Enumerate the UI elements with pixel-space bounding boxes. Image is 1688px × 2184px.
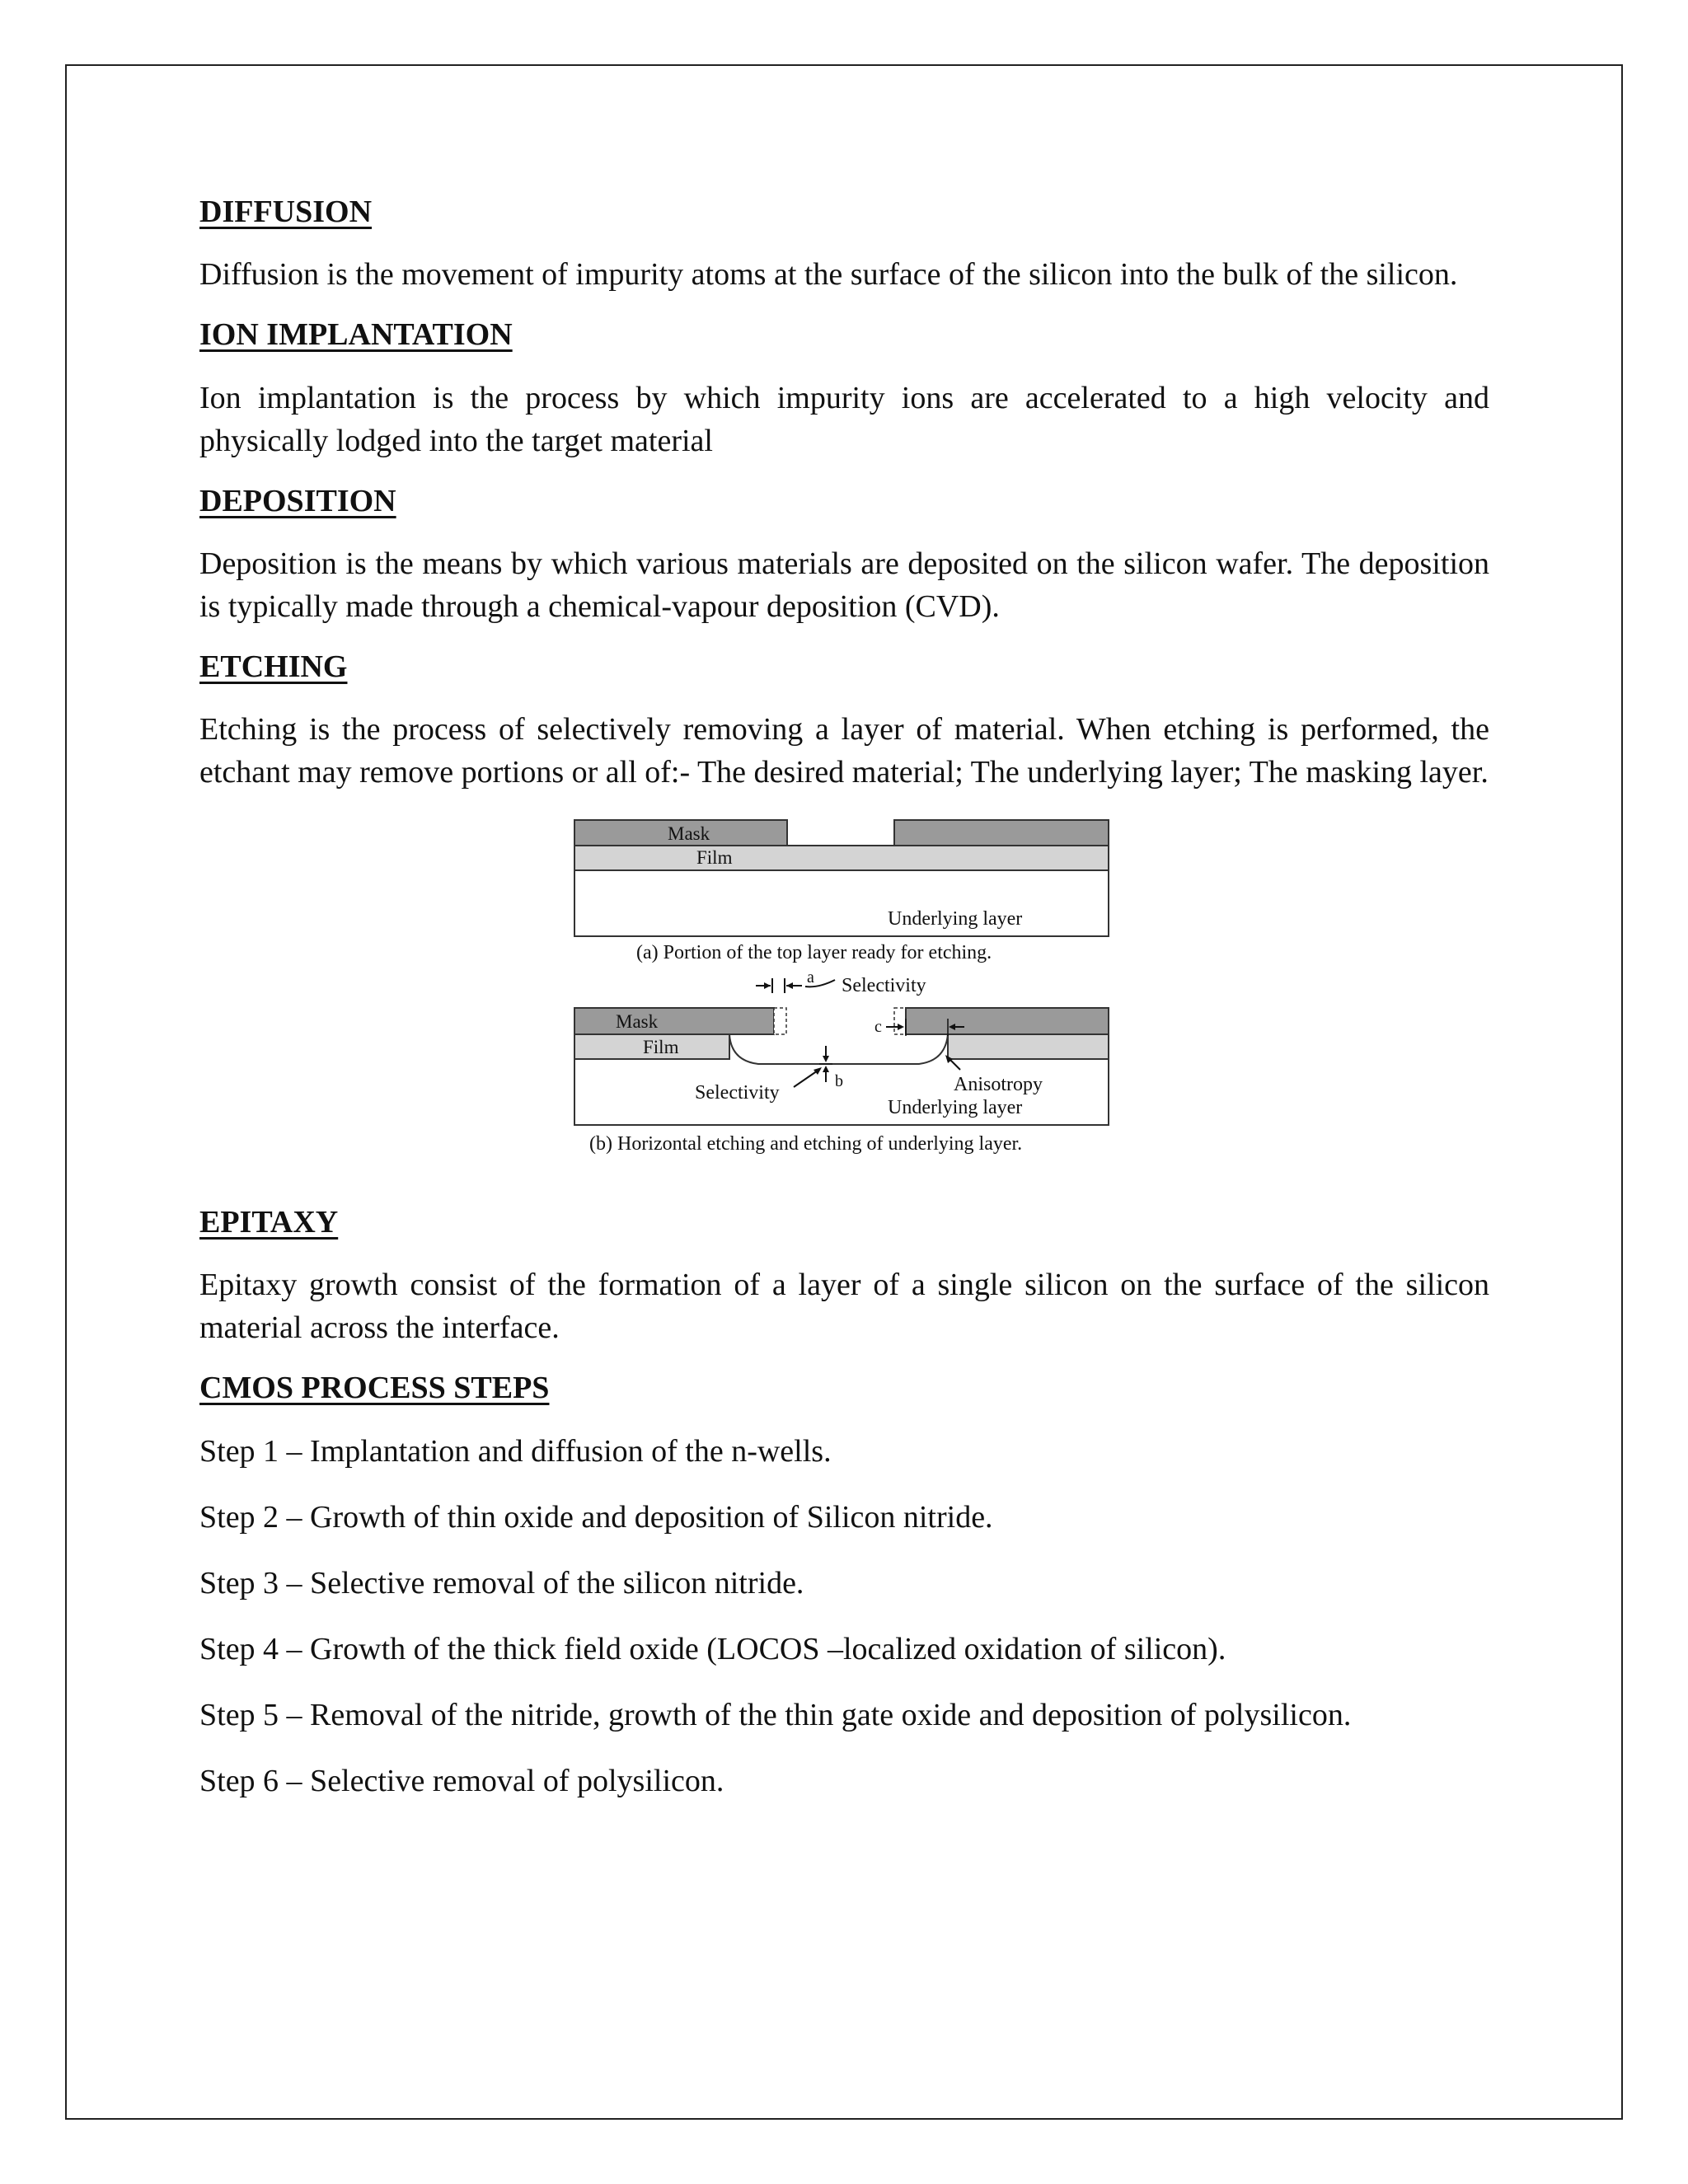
- fig-b-label-b: b: [835, 1072, 843, 1091]
- paragraph-diffusion: Diffusion is the movement of impurity atoms at the surface of the silicon into the bulk of the silicon.: [199, 257, 1458, 293]
- heading-ion-implantation: ION IMPLANTATION: [199, 317, 513, 353]
- cmos-step: Step 6 – Selective removal of polysilicon.: [199, 1763, 724, 1798]
- cmos-step: Step 4 – Growth of the thick field oxide (LOCOS –localized oxidation of silicon).: [199, 1631, 1226, 1666]
- etching-diagram: [573, 818, 1110, 1160]
- fig-b-mask-label: Mask: [616, 1011, 659, 1033]
- document-body: [199, 191, 1489, 1825]
- fig-b-film-label: Film: [643, 1037, 679, 1058]
- fig-b-selectivity-top: Selectivity: [842, 975, 926, 997]
- fig-b-label-c: c: [874, 1018, 882, 1037]
- fig-b-mask-right-undercut: [894, 1008, 906, 1034]
- fig-b-anisotropy-label: Anisotropy: [954, 1074, 1043, 1096]
- fig-b-film-right: [948, 1034, 1109, 1059]
- cmos-step: Step 1 – Implantation and diffusion of the n-wells.: [199, 1433, 832, 1469]
- cmos-step: Step 5 – Removal of the nitride, growth of the thin gate oxide and deposition of polysilicon.: [199, 1697, 1352, 1732]
- fig-b-mask-left: [574, 1008, 774, 1034]
- fig-a-film-label: Film: [696, 847, 733, 869]
- fig-b-underlying-label: Underlying layer: [888, 1097, 1023, 1119]
- fig-a-mask-label: Mask: [668, 823, 710, 845]
- cmos-step: Step 3 – Selective removal of the silicon nitride.: [199, 1565, 804, 1601]
- heading-diffusion: DIFFUSION: [199, 194, 373, 229]
- fig-b-caption: (b) Horizontal etching and etching of underlying layer.: [589, 1133, 1023, 1155]
- fig-a-caption: (a) Portion of the top layer ready for etching.: [636, 942, 992, 964]
- etching-figure: [573, 818, 1110, 1160]
- heading-deposition: DEPOSITION: [199, 483, 396, 518]
- fig-a-underlying: [574, 870, 1109, 936]
- fig-a-mask-right: [894, 820, 1109, 846]
- cmos-step: Step 2 – Growth of thin oxide and deposition of Silicon nitride.: [199, 1499, 993, 1535]
- paragraph-epitaxy: Epitaxy growth consist of the formation of a layer of a single silicon on the surface of the silicon material across the interface.: [199, 1268, 1489, 1346]
- paragraph-ion-implantation: Ion implantation is the process by which impurity ions are accelerated to a high velocity and physically lodged into the target material: [199, 380, 1489, 458]
- paragraph-etching: Etching is the process of selectively removing a layer of material. When etching is performed, the etchant may remove portions or all of:- The desired material; The underlying layer; The masking layer.: [199, 712, 1489, 790]
- fig-a-underlying-label: Underlying layer: [888, 908, 1023, 930]
- fig-b-selectivity-bottom: Selectivity: [695, 1082, 780, 1104]
- fig-b-mask-right: [906, 1008, 1109, 1034]
- heading-cmos-process-steps: CMOS PROCESS STEPS: [199, 1371, 550, 1406]
- fig-b-mask-left-undercut: [774, 1008, 786, 1034]
- fig-a-film: [574, 846, 1109, 870]
- heading-etching: ETCHING: [199, 649, 348, 684]
- paragraph-deposition: Deposition is the means by which various materials are deposited on the silicon wafer. The deposition is typically made through a chemical-vapour deposition (CVD).: [199, 546, 1489, 624]
- fig-b-label-a: a: [807, 968, 814, 987]
- heading-epitaxy: EPITAXY: [199, 1205, 339, 1240]
